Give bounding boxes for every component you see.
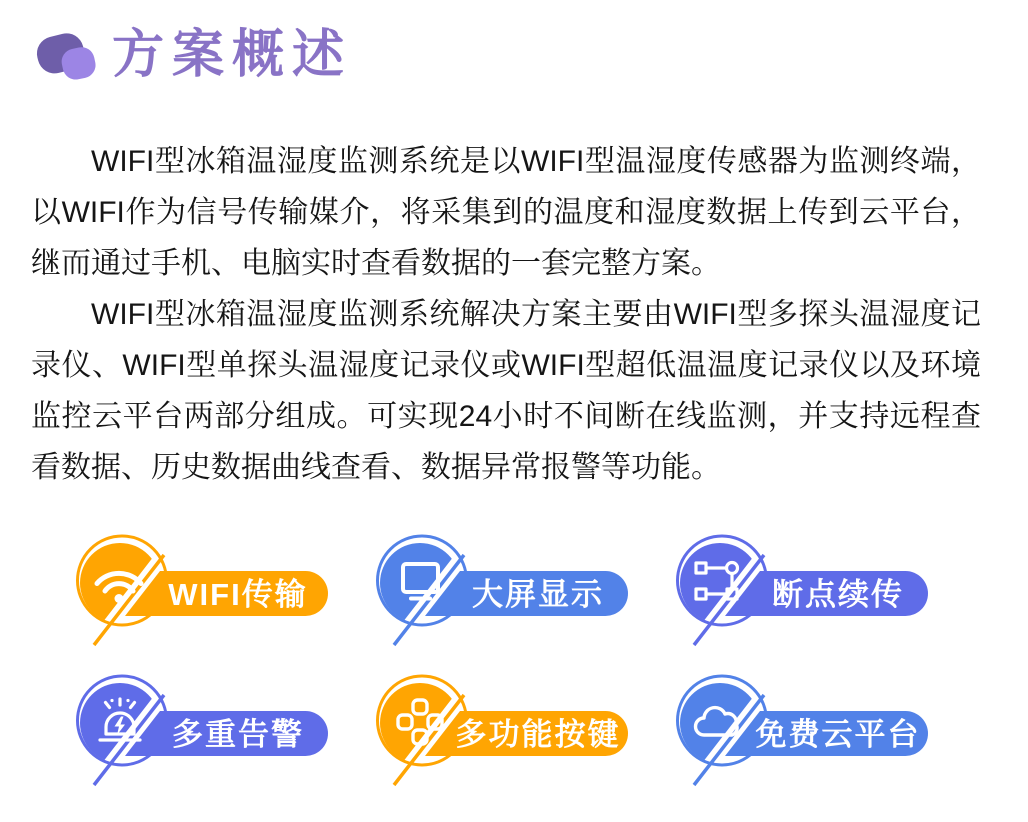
feature-badge-buttons	[360, 671, 660, 801]
feature-label: 多重告警	[172, 717, 304, 752]
feature-label: 大屏显示	[472, 577, 604, 612]
feature-label: WIFI传输	[168, 577, 308, 612]
intro-paragraph-1: WIFI型冰箱温湿度监测系统是以WIFI型温湿度传感器为监测终端，以WIFI作为信号传输媒介，将采集到的温度和湿度数据上传到云平台，继而通过手机、电脑实时查看数据的一套完整方案。	[31, 145, 981, 280]
feature-badge-wifi	[60, 531, 360, 661]
page-title: 方案概述	[112, 25, 353, 84]
intro-paragraph-2: WIFI型冰箱温湿度监测系统解决方案主要由WIFI型多探头温湿度记录仪、WIFI型单探头温湿度记录仪或WIFI型超低温温度记录仪以及环境监控云平台两部分组成。可实现24小时不间断在线监测，并支持远程查看数据、历史数据曲线查看、数据异常报警等功能。	[31, 298, 981, 484]
section-header	[33, 22, 997, 88]
feature-badge-display	[360, 531, 660, 661]
feature-label: 断点续传	[772, 577, 904, 612]
feature-badge-cloud	[660, 671, 960, 801]
feature-badge-alarm	[60, 671, 360, 801]
feature-badge-resume	[660, 531, 960, 661]
feature-label: 免费云平台	[755, 717, 921, 752]
title-accent-icon	[33, 22, 97, 88]
intro-text	[31, 136, 981, 493]
features-grid	[60, 531, 997, 801]
feature-label: 多功能按键	[455, 717, 621, 752]
